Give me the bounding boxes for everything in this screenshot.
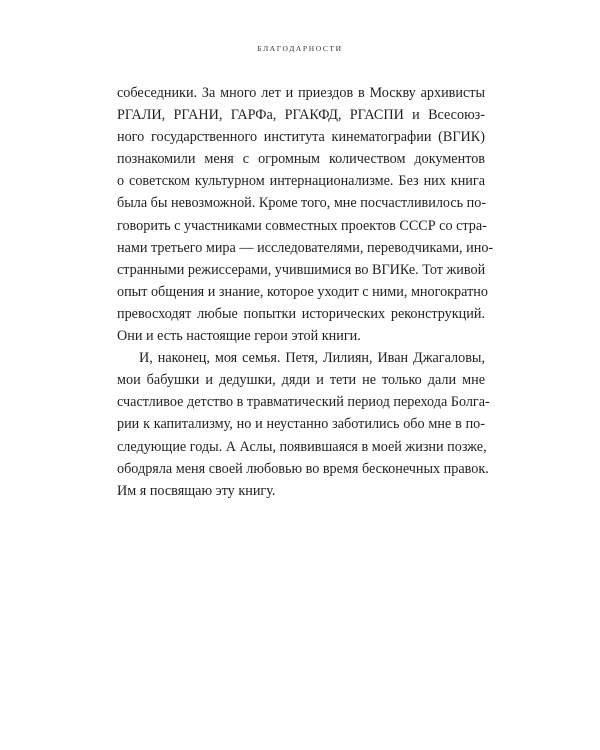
text-line: познакомили меня с огромным количеством документов (117, 151, 485, 168)
text-line: ободряла меня своей любовью во время бесконечных правок. (117, 460, 489, 477)
running-head: БЛАГОДАРНОСТИ (257, 44, 343, 53)
text-line: Они и есть настоящие герои этой книги. (117, 328, 361, 345)
paragraph-2 (117, 347, 490, 502)
text-line: нами третьего мира — исследователями, переводчиками, ино- (117, 239, 494, 256)
text-line: о советском культурном интернационализме. Без них книга (117, 173, 485, 190)
text-line: странными режиссерами, учившимися во ВГИКе. Тот живой (117, 261, 486, 278)
body-text (117, 82, 494, 502)
text-line: И, наконец, моя семья. Петя, Лилиян, Иван Джагаловы, (139, 350, 485, 367)
paragraph-1 (117, 82, 494, 347)
text-line: следующие годы. А Аслы, появившаяся в моей жизни позже, (117, 438, 487, 455)
text-line: собеседники. За много лет и приездов в Москву архивисты (117, 85, 485, 101)
text-line: превосходят любые попытки исторических реконструкций. (117, 305, 485, 322)
text-line: говорить с участниками совместных проектов СССР со стра- (117, 217, 487, 234)
text-line: ного государственного института кинематографии (ВГИК) (117, 129, 485, 146)
text-line: опыт общения и знание, которое уходит с ними, многократно (117, 283, 488, 300)
text-line: РГАЛИ, РГАНИ, ГАРФа, РГАКФД, РГАСПИ и Всесоюз- (117, 107, 485, 124)
text-line: Им я посвящаю эту книгу. (117, 482, 276, 499)
text-line: рии к капитализму, но и неустанно заботились обо мне в по- (117, 416, 485, 433)
text-line: была бы невозможной. Кроме того, мне посчастливилось по- (117, 195, 487, 212)
text-line: счастливое детство в травматический период перехода Болга- (117, 394, 490, 411)
text-line: мои бабушки и дедушки, дяди и тети не только дали мне (117, 372, 485, 389)
